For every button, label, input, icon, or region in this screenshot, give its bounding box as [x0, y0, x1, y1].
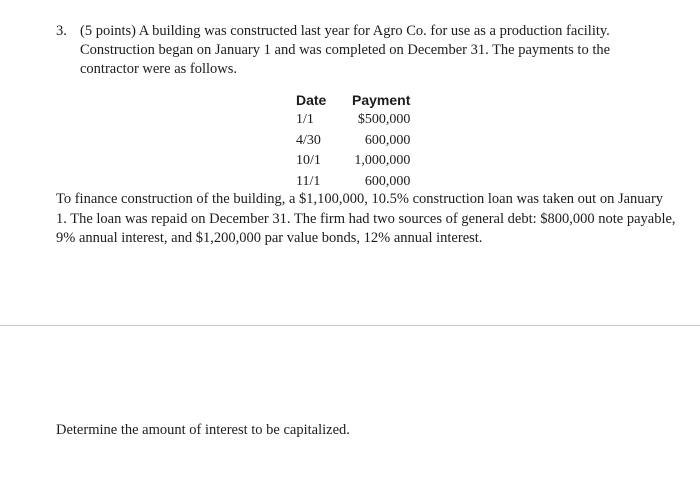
question-text: (5 points) A building was constructed last year for Agro Co. for use as a production facility. Construction began on January 1 and was completed on December 31. The payments to the contractor were as follows.	[80, 23, 611, 77]
payment-date: 11/1	[296, 173, 321, 189]
table-row	[296, 172, 410, 193]
payment-amount: 600,000	[364, 173, 411, 189]
payment-date: 4/30	[296, 132, 321, 148]
question-block	[56, 22, 668, 79]
payment-column-header: Payment	[352, 92, 411, 108]
table-row	[296, 110, 410, 131]
question-number: 3.	[56, 23, 67, 39]
financing-paragraph: To finance construction of the building, a $1,100,000, 10.5% construction loan was taken out on January 1. The loan was repaid on December 31. The firm had two sources of general debt: $800,000 note payable, 9% annual interest, and $1,200,000 par value bonds, 12% annual interest.	[56, 191, 676, 246]
payment-date: 10/1	[296, 153, 321, 169]
table-row	[296, 151, 410, 172]
payment-date: 1/1	[296, 112, 314, 128]
payment-amount: $500,000	[357, 112, 411, 128]
payments-table	[296, 90, 410, 192]
section-divider	[0, 325, 700, 326]
table-header-row	[296, 90, 410, 110]
task-instruction: Determine the amount of interest to be capitalized.	[56, 422, 350, 438]
date-column-header: Date	[296, 92, 327, 108]
table-row	[296, 131, 410, 152]
payment-amount: 600,000	[364, 132, 411, 148]
payment-amount: 1,000,000	[354, 153, 411, 169]
